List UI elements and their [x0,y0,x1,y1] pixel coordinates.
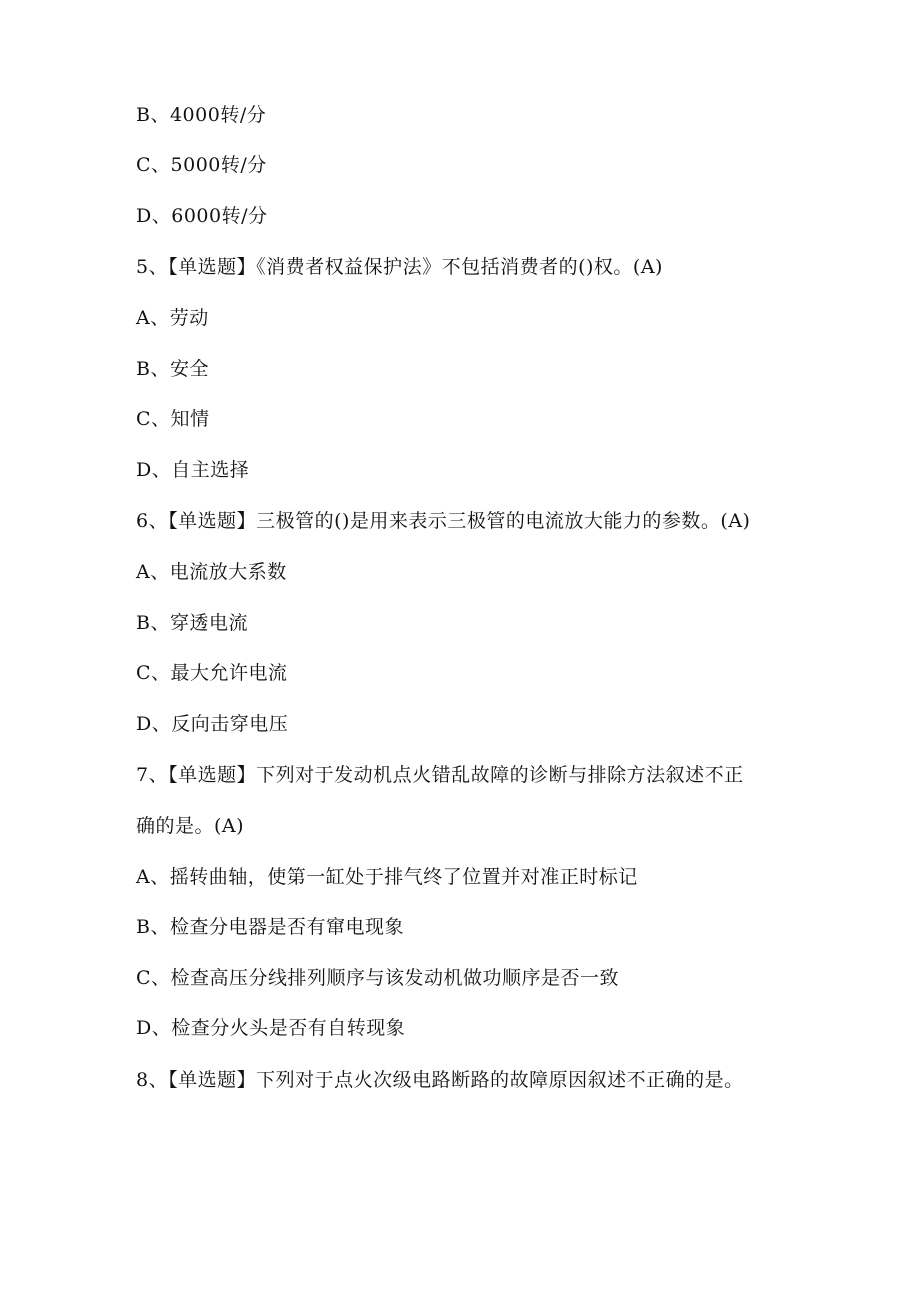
option-b-q7: B、检查分电器是否有窜电现象 [136,916,404,938]
option-b-q6: B、穿透电流 [136,612,248,634]
question-7-line-2: 确的是。(A) [136,815,245,837]
option-d-q6: D、反向击穿电压 [136,713,289,735]
option-b-q5: B、安全 [136,358,209,380]
question-6: 6、【单选题】三极管的()是用来表示三极管的电流放大能力的参数。(A) [136,510,751,532]
option-d-q7: D、检查分火头是否有自转现象 [136,1017,406,1039]
question-5: 5、【单选题】《消费者权益保护法》不包括消费者的()权。(A) [136,256,663,278]
question-7-line-1: 7、【单选题】下列对于发动机点火错乱故障的诊断与排除方法叙述不正 [136,764,744,786]
option-c-q4: C、5000转/分 [136,154,267,176]
option-a-q6: A、电流放大系数 [136,561,287,583]
option-d-q4: D、6000转/分 [136,205,268,227]
option-a-q5: A、劳动 [136,307,209,329]
option-a-q7: A、摇转曲轴，使第一缸处于排气终了位置并对准正时标记 [136,866,638,888]
question-8: 8、【单选题】下列对于点火次级电路断路的故障原因叙述不正确的是。 [136,1069,744,1091]
option-d-q5: D、自主选择 [136,459,250,481]
option-c-q5: C、知情 [136,408,210,430]
option-c-q6: C、最大允许电流 [136,662,288,684]
option-c-q7: C、检查高压分线排列顺序与该发动机做功顺序是否一致 [136,967,620,989]
option-b-q4: B、4000转/分 [136,104,267,126]
